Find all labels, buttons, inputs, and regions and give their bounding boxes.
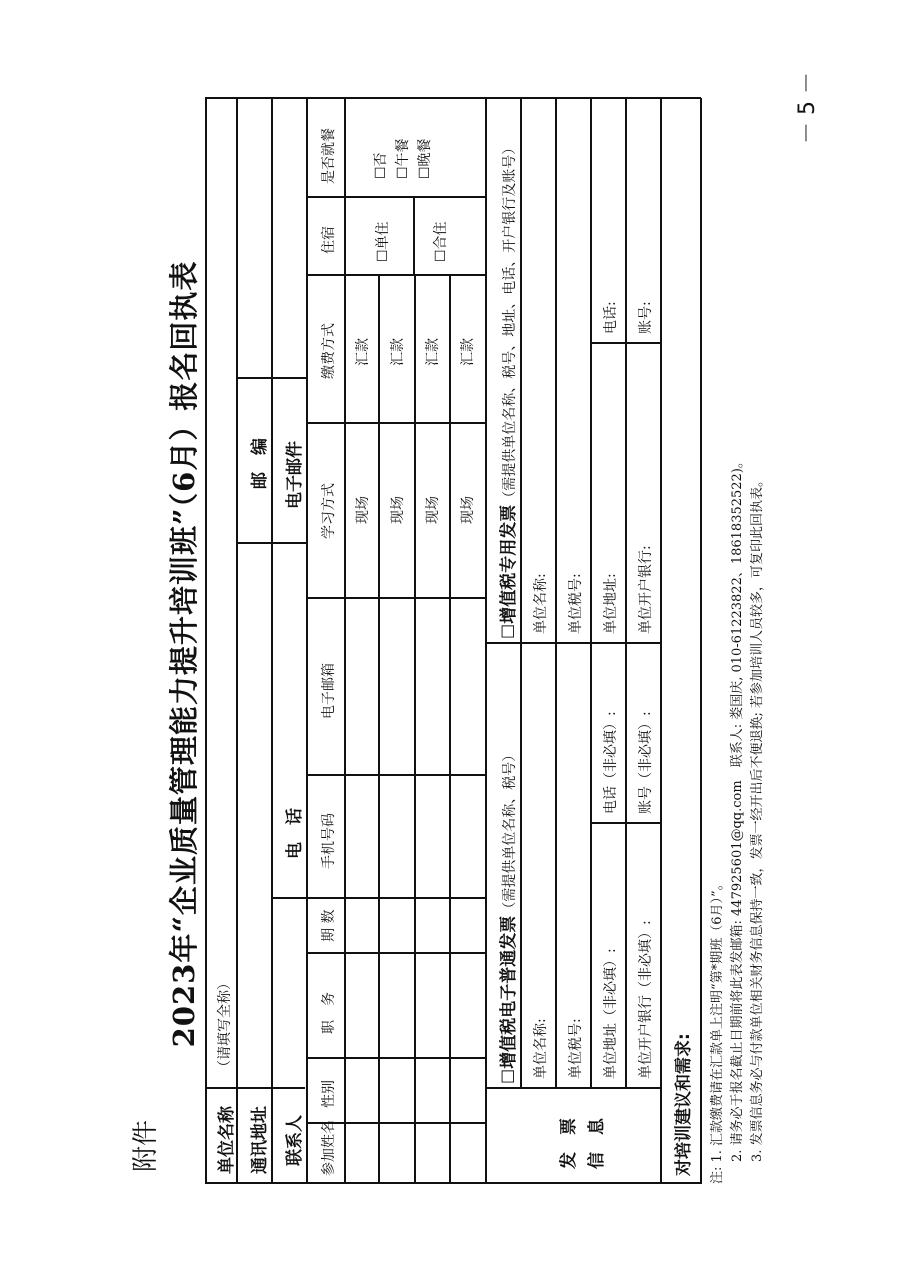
email-label: 电子邮件 — [285, 441, 305, 509]
special-invoice-title: ☐ 增值税专用发票 — [499, 505, 519, 639]
col-mobile: 手机号码 — [321, 813, 337, 869]
col-lodging: 住宿 — [321, 226, 337, 254]
lodging-single-checkbox[interactable]: ☐ 单住 — [372, 221, 392, 262]
row-4-payment: 汇款 — [460, 338, 476, 366]
contact-label: 联系人 — [285, 1115, 305, 1166]
row-3-payment: 汇款 — [425, 338, 441, 366]
col-meals: 是否就餐 — [321, 128, 337, 184]
ordinary-invoice-title: ☐ 增值税电子普通发票 — [499, 916, 519, 1084]
lodging-shared-checkbox[interactable]: ☐ 合住 — [430, 221, 450, 262]
unit-name-hint: （请填写全称） — [217, 976, 233, 1074]
postcode-label: 邮 编 — [250, 438, 270, 489]
special-company-name: 单位名称: — [533, 573, 549, 634]
attachment-label: 附件 — [131, 1119, 161, 1172]
note-2: 2. 请务必于报名截止日期前将此表发邮箱: 447925601@qq.com 联系人: 娄国庆, 010-61223822、18618352522)。 — [730, 455, 745, 1162]
invoice-label: 发 票 信 息 — [559, 1118, 607, 1169]
special-tax-number: 单位税号: — [568, 573, 584, 634]
row-1-payment: 汇款 — [355, 338, 371, 366]
ordinary-company-name: 单位名称: — [533, 1018, 549, 1079]
ordinary-bank: 单位开户银行（非必填）: — [638, 920, 654, 1079]
col-position: 职 务 — [321, 992, 337, 1034]
col-study-mode: 学习方式 — [321, 483, 337, 539]
row-2-study-mode: 现场 — [390, 496, 406, 524]
special-bank: 单位开户银行: — [638, 545, 654, 634]
phone-label: 电 话 — [285, 808, 305, 859]
col-payment: 缴费方式 — [321, 323, 337, 379]
special-account: 账号: — [638, 301, 654, 334]
ordinary-invoice-hint: （需提供单位名称、税号） — [502, 747, 518, 916]
ordinary-tax-number: 单位税号: — [568, 1018, 584, 1079]
meal-no-checkbox[interactable]: ☐ 否 — [370, 152, 390, 179]
form-title: 2023年“企业质量管理能力提升培训班”（6月）报名回执表 — [167, 260, 201, 1048]
ordinary-invoice-option[interactable] — [494, 748, 519, 1084]
note-3: 3. 发票信息务必与付款单位相关财务信息保持一致，发票一经开出后不便退换; 若参加培训人员较多，可复印此回执表。 — [750, 473, 765, 1162]
col-name: 参加姓名 — [321, 1120, 337, 1176]
col-email: 电子邮箱 — [321, 663, 337, 719]
unit-name-label: 单位名称 — [217, 1106, 237, 1174]
ordinary-phone: 电话（非必填）: — [603, 711, 619, 814]
col-gender: 性别 — [321, 1080, 337, 1108]
meal-dinner-checkbox[interactable]: ☐ 晚餐 — [414, 138, 434, 179]
row-3-study-mode: 现场 — [425, 496, 441, 524]
address-label: 通讯地址 — [250, 1106, 270, 1174]
note-1: 注: 1. 汇款缴费请在汇款单上注明“第*期班（6月）”。 — [710, 877, 725, 1184]
special-phone: 电话: — [603, 301, 619, 334]
special-address: 单位地址: — [603, 573, 619, 634]
special-invoice-option[interactable] — [494, 141, 519, 639]
row-1-study-mode: 现场 — [355, 496, 371, 524]
suggestion-label: 对培训建议和需求: — [674, 1033, 694, 1176]
row-2-payment: 汇款 — [390, 338, 406, 366]
row-4-study-mode: 现场 — [460, 496, 476, 524]
ordinary-account: 账号（非必填）: — [638, 711, 654, 814]
special-invoice-hint: （需提供单位名称、税号、地址、电话、开户银行及账号） — [502, 140, 518, 505]
ordinary-address: 单位地址（非必填）: — [603, 948, 619, 1079]
page-number: － 5 － — [795, 72, 820, 144]
col-period: 期 数 — [321, 909, 337, 942]
meal-lunch-checkbox[interactable]: ☐ 午餐 — [392, 138, 412, 179]
